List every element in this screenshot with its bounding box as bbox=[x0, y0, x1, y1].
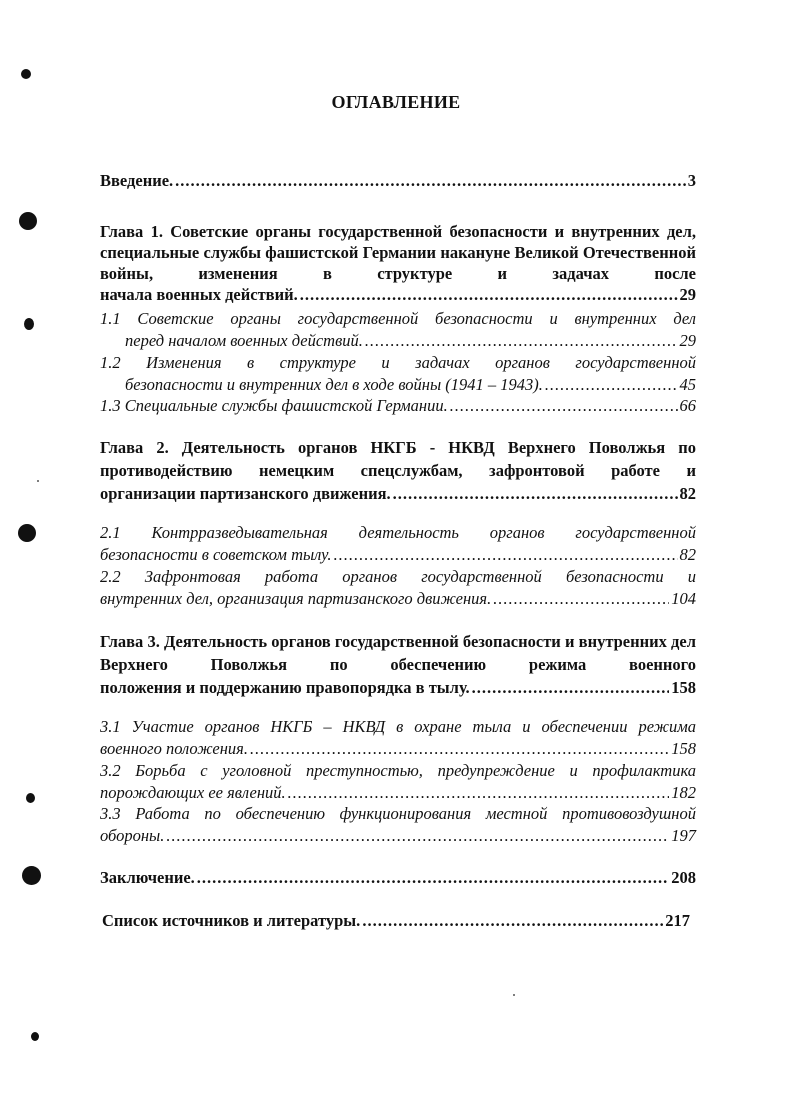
dot-leader bbox=[393, 482, 678, 505]
toc-entry-conclusion bbox=[100, 867, 696, 889]
chapter-heading-text: Глава 2. Деятельность органов НКГБ - НКВД Верхнего Поволжья по противодействию немецким спецслужбам, зафронтовой работе и bbox=[100, 438, 696, 480]
section-text: 1.1 Советские органы государственной безопасности и внутренних дел bbox=[100, 309, 696, 328]
toc-entry-section-3-3 bbox=[100, 803, 696, 847]
page-number: 208 bbox=[671, 868, 696, 887]
chapter-heading-text: Глава 1. Советские органы государственной безопасности и внутренних дел, специальные службы фашистской Германии накануне Великой Отечественной войны, изменения в структуре и задачах после bbox=[100, 222, 696, 283]
page-number: 217 bbox=[665, 911, 690, 930]
dot-leader bbox=[250, 738, 669, 760]
dot-leader bbox=[197, 867, 669, 889]
page-number: 3 bbox=[687, 171, 696, 190]
toc-entry-section-1-3 bbox=[100, 395, 696, 417]
toc-entry-chapter-1 bbox=[100, 221, 696, 305]
dot-leader bbox=[545, 374, 678, 396]
binder-hole-mark bbox=[31, 1032, 39, 1041]
toc-entry-section-1-2 bbox=[100, 352, 696, 396]
dot-leader bbox=[450, 395, 678, 417]
page-number: 182 bbox=[671, 783, 696, 802]
dot-leader bbox=[175, 170, 686, 192]
binder-hole-mark bbox=[21, 69, 31, 79]
dot-leader bbox=[300, 284, 678, 305]
entry-text: безопасности в советском тылу. bbox=[100, 545, 332, 564]
entry-text: военного положения. bbox=[100, 739, 248, 758]
page-number: 45 bbox=[679, 375, 696, 394]
page-number: 197 bbox=[671, 826, 696, 845]
section-text: 1.2 Изменения в структуре и задачах органов государственной bbox=[100, 353, 696, 372]
toc-entry-section-3-1 bbox=[100, 716, 696, 760]
dot-leader bbox=[362, 910, 663, 932]
entry-text: 1.3 Специальные службы фашистской Германии. bbox=[100, 396, 448, 415]
binder-hole-mark bbox=[18, 524, 36, 542]
entry-text: Введение. bbox=[100, 171, 174, 190]
section-text: 3.1 Участие органов НКГБ – НКВД в охране тыла и обеспечении режима bbox=[100, 717, 696, 736]
page-title: ОГЛАВЛЕНИЕ bbox=[331, 92, 461, 112]
page-number: 82 bbox=[679, 484, 696, 503]
dot-leader bbox=[472, 676, 670, 699]
section-text: 3.2 Борьба с уголовной преступностью, предупреждение и профилактика bbox=[100, 761, 696, 780]
page-number: 29 bbox=[679, 331, 696, 350]
binder-hole-mark bbox=[19, 212, 37, 230]
entry-text: обороны. bbox=[100, 826, 165, 845]
toc-entry-section-1-1 bbox=[100, 308, 696, 352]
scan-speck bbox=[37, 480, 39, 482]
section-text: 2.1 Контрразведывательная деятельность органов государственной bbox=[100, 523, 696, 542]
scan-speck bbox=[513, 994, 515, 996]
chapter-heading-text: Глава 3. Деятельность органов государственной безопасности и внутренних дел Верхнего Поволжья по обеспечению режима военного bbox=[100, 632, 696, 674]
section-text: 3.3 Работа по обеспечению функционирования местной противовоздушной bbox=[100, 804, 696, 823]
dot-leader bbox=[365, 330, 678, 352]
page-number: 104 bbox=[671, 589, 696, 608]
entry-text: внутренних дел, организация партизанского движения. bbox=[100, 589, 492, 608]
entry-text: организации партизанского движения. bbox=[100, 484, 391, 503]
entry-text: положения и поддержанию правопорядка в тылу. bbox=[100, 678, 470, 697]
entry-text: перед началом военных действий. bbox=[125, 331, 363, 350]
page-number: 29 bbox=[679, 285, 696, 304]
page-number: 66 bbox=[679, 396, 696, 415]
entry-text: порождающих ее явлений. bbox=[100, 783, 286, 802]
toc-entry-sources bbox=[102, 910, 690, 932]
page-number: 82 bbox=[679, 545, 696, 564]
dot-leader bbox=[166, 825, 669, 847]
toc-entry-section-3-2 bbox=[100, 760, 696, 804]
page-number: 158 bbox=[671, 678, 696, 697]
toc-entry-introduction bbox=[100, 170, 696, 192]
page-number: 158 bbox=[671, 739, 696, 758]
section-text: 2.2 Зафронтовая работа органов государственной безопасности и bbox=[100, 567, 696, 586]
binder-hole-mark bbox=[26, 793, 35, 803]
entry-text: Список источников и литературы. bbox=[102, 911, 361, 930]
toc-entry-chapter-2 bbox=[100, 436, 696, 505]
entry-text: начала военных действий. bbox=[100, 285, 298, 304]
dot-leader bbox=[493, 588, 669, 610]
toc-entry-section-2-2 bbox=[100, 566, 696, 610]
entry-text: безопасности и внутренних дел в ходе войны (1941 – 1943). bbox=[125, 375, 543, 394]
dot-leader bbox=[288, 782, 670, 804]
binder-hole-mark bbox=[22, 866, 41, 885]
toc-entry-section-2-1 bbox=[100, 522, 696, 566]
binder-hole-mark bbox=[24, 318, 34, 330]
toc-entry-chapter-3 bbox=[100, 630, 696, 699]
entry-text: Заключение. bbox=[100, 868, 195, 887]
dot-leader bbox=[334, 544, 678, 566]
